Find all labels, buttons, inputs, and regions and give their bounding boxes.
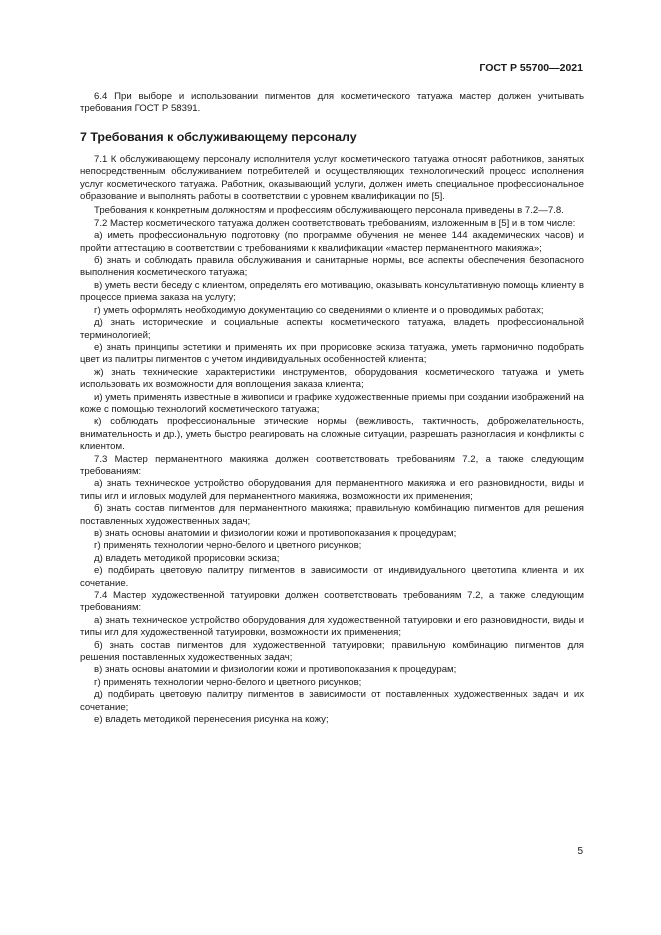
list-item: к) соблюдать профессиональные этические нормы (вежливость, тактичность, доброжелательность, внимательность и др.), уметь быстро реагировать на сложные ситуации, разрешать разногласия и конфликты с клиентом.	[80, 416, 584, 453]
list-item: е) владеть методикой перенесения рисунка на кожу;	[94, 714, 329, 726]
paragraph: 7.4 Мастер художественной татуировки должен соответствовать требованиям 7.2, а также следующим требованиям:	[80, 590, 584, 614]
paragraph: 7.3 Мастер перманентного макияжа должен соответствовать требованиям 7.2, а также следующим требованиям:	[80, 453, 584, 477]
section-title: 7 Требования к обслуживающему персоналу	[80, 129, 357, 144]
list-item: б) знать и соблюдать правила обслуживания и санитарные нормы, все аспекты обеспечения безопасного выполнения косметического татуажа;	[80, 255, 584, 279]
list-item: в) уметь вести беседу с клиентом, определять его мотивацию, оказывать консультативную помощь клиенту в процессе приема заказа на услугу;	[80, 279, 584, 304]
paragraph: 7.2 Мастер косметического татуажа должен соответствовать требованиям, изложенным в [5] и в том числе:	[94, 217, 576, 229]
list-item: а) знать техническое устройство оборудования для художественной татуировки и его разновидности, виды и типы игл для художественной татуировки, возможности их применения;	[80, 614, 584, 639]
list-item: г) применять технологии черно-белого и цветного рисунков;	[94, 676, 362, 688]
list-item: д) подбирать цветовую палитру пигментов в зависимости от поставленных художественных задач и их сочетание;	[80, 689, 584, 713]
page-number: 5	[577, 846, 583, 857]
paragraph-6-4: 6.4 При выборе и использовании пигментов для косметического татуажа мастер должен учитывать требования ГОСТ Р 58391.	[80, 91, 584, 115]
list-item: а) знать техническое устройство оборудования для перманентного макияжа и его разновидности, виды и типы игл и игловых модулей для перманентного макияжа, возможности их применения;	[80, 478, 584, 502]
list-item: д) владеть методикой прорисовки эскиза;	[94, 552, 280, 564]
list-item: е) подбирать цветовую палитру пигментов в зависимости от индивидуального цветотипа клиента и их сочетание.	[80, 565, 584, 589]
list-item: в) знать основы анатомии и физиологии кожи и противопоказания к процедурам;	[94, 528, 457, 539]
document-code-header: ГОСТ Р 55700—2021	[479, 62, 583, 74]
paragraph: 7.1 К обслуживающему персоналу исполнителя услуг косметического татуажа относят работников, занятых непосредственным обслуживанием потребителей и осуществляющих технологический процесс исполнения услуг косметического татуажа. Работник, оказывающий услуги, должен иметь специальное профессиональное образование и выполнять работы в соответствии с уровнем квалификации по [5].	[80, 153, 584, 203]
list-item: е) знать принципы эстетики и применять их при прорисовке эскиза татуажа, уметь гармонично подобрать цвет из палитры пигментов с учетом индивидуальных особенностей клиента;	[80, 341, 584, 366]
list-item: г) применять технологии черно-белого и цветного рисунков;	[94, 540, 362, 552]
list-item: б) знать состав пигментов для художественной татуировки; правильную комбинацию пигментов для решения поставленных художественных задач;	[80, 639, 584, 664]
list-item: д) знать исторические и социальные аспекты косметического татуажа, владеть профессиональной терминологией;	[80, 317, 584, 341]
list-item: ж) знать технические характеристики инструментов, оборудования косметического татуажа и уметь использовать их возможности для воплощения заказа клиента;	[80, 366, 584, 391]
list-item: г) уметь оформлять необходимую документацию со сведениями о клиенте и о проводимых работах;	[94, 304, 544, 316]
list-item: а) иметь профессиональную подготовку (по программе обучения не менее 144 академических часов) и пройти аттестацию в соответствии с требованиями к квалификации «мастер перманентного макияжа»;	[80, 230, 584, 254]
list-item: б) знать состав пигментов для перманентного макияжа; правильную комбинацию пигментов для решения поставленных художественных задач;	[80, 503, 584, 527]
document-body	[80, 91, 584, 727]
list-item: и) уметь применять известные в живописи и графике художественные приемы при создании изображений на коже с помощью технологий косметического татуажа;	[80, 391, 584, 415]
list-item: в) знать основы анатомии и физиологии кожи и противопоказания к процедурам;	[94, 664, 457, 676]
paragraph: Требования к конкретным должностям и профессиям обслуживающего персонала приведены в 7.2—7.8.	[94, 205, 564, 217]
